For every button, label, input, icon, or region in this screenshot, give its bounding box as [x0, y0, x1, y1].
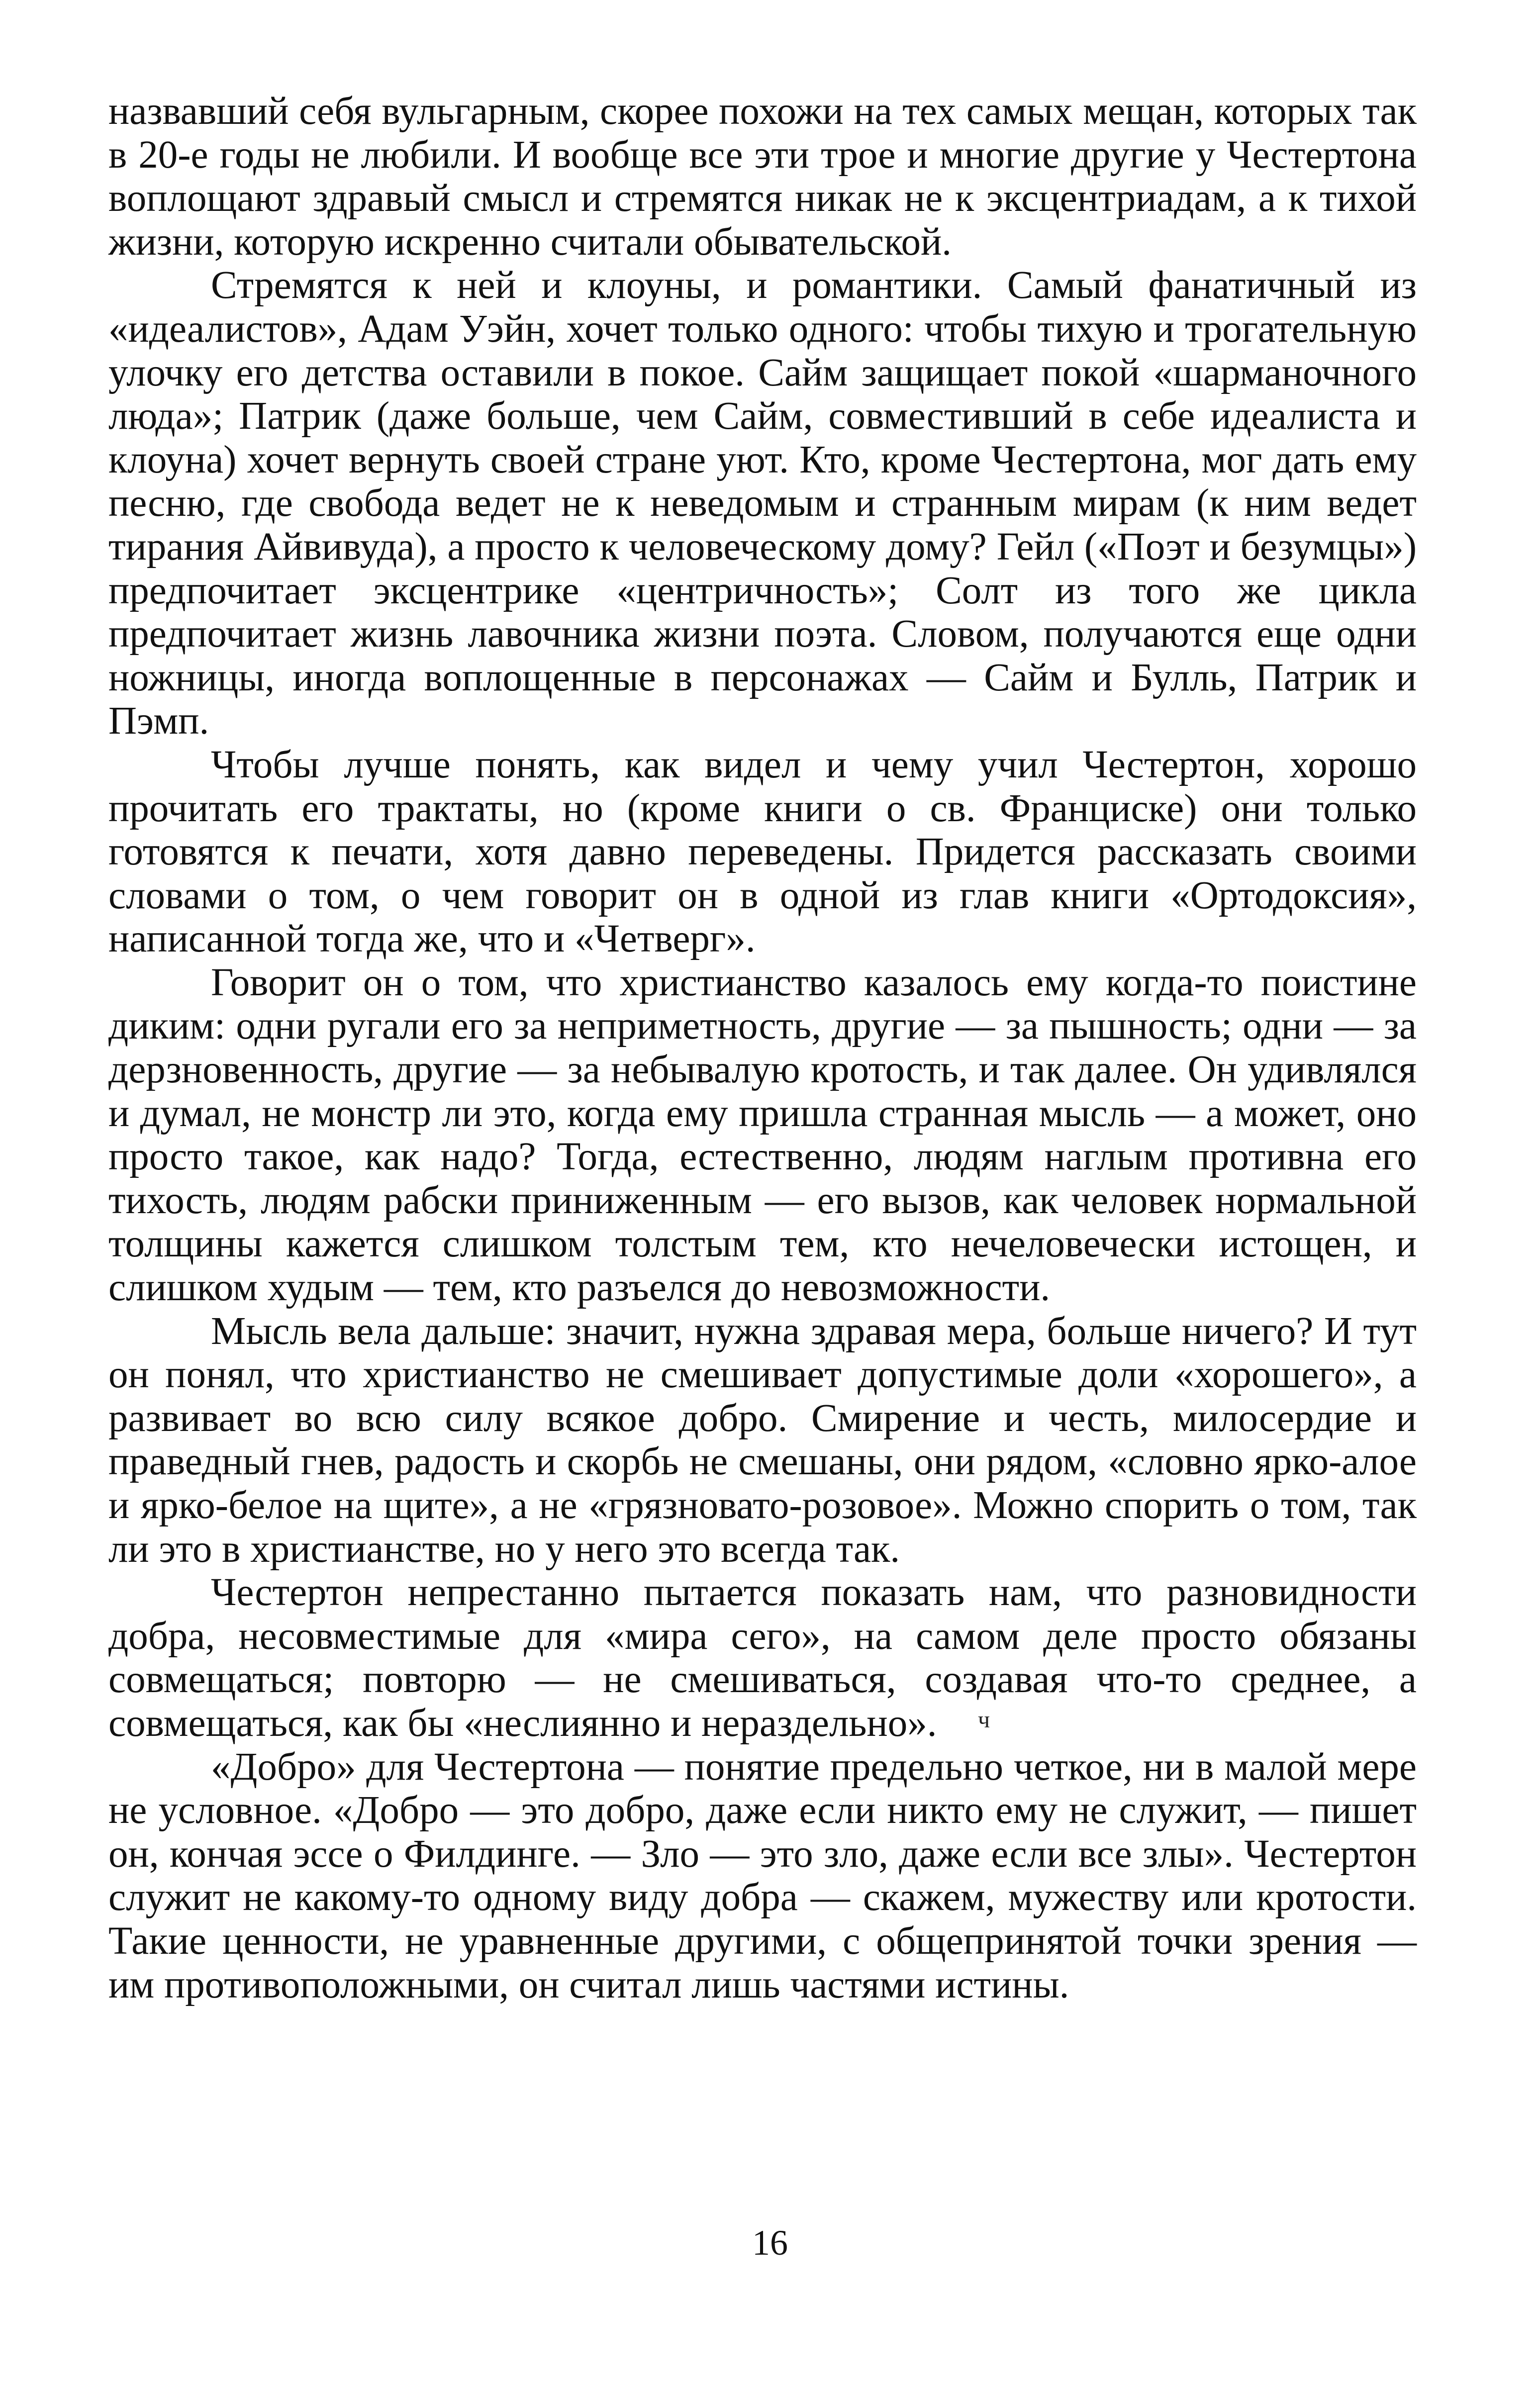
paragraph-6: Честертон непрестанно пытается показать нам, что разновидности добра, несовместимые для «мира сего», на самом деле просто обязаны совмещаться; повторю — не смешиваться, создавая что-то среднее, а совмещаться, как бы «неслиянно и нераздельно». [108, 1571, 1417, 1745]
paragraph-4: Говорит он о том, что христианство казалось ему когда-то поистине диким: одни ругали его за неприметность, другие — за пышность; одни — за дерзновенность, другие — за небывалую кротость, и так далее. Он удивлялся и думал, не монстр ли это, когда ему пришла странная мысль — а может, оно просто такое, как надо? Тогда, естественно, людям наглым противна его тихость, людям рабски приниженным — его вызов, как человек нормальной толщины кажется слишком толстым тем, кто нечеловечески истощен, и слишком худым — тем, кто разъелся до невозможности. [108, 960, 1417, 1310]
paragraph-3: Чтобы лучше понять, как видел и чему учил Честертон, хорошо прочитать его трактаты, но (кроме книги о св. Франциске) они только готовятся к печати, хотя давно переведены. Придется рассказать своими словами о том, о чем говорит он в одной из глав книги «Ортодоксия», написанной тогда же, что и «Четверг». [108, 743, 1417, 961]
stray-ink-mark: ч [978, 1707, 990, 1733]
page-number: 16 [752, 2223, 788, 2263]
paragraph-2: Стремятся к ней и клоуны, и романтики. Самый фанатичный из «идеалистов», Адам Уэйн, хочет только одного: чтобы тихую и трогательную улочку его детства оставили в покое. Сайм защищает покой «шарманочного люда»; Патрик (даже больше, чем Сайм, совместивший в себе идеалиста и клоуна) хочет вернуть своей стране уют. Кто, кроме Честертона, мог дать ему песню, где свобода ведет не к неведомым и странным мирам (к ним ведет тирания Айвивуда), а просто к человеческому дому? Гейл («Поэт и безумцы») предпочитает эксцентрике «центричность»; Солт из того же цикла предпочитает жизнь лавочника жизни поэта. Словом, получаются еще одни ножницы, иногда воплощенные в персонажах — Сайм и Булль, Патрик и Пэмп. [108, 264, 1417, 743]
paragraph-7: «Добро» для Честертона — понятие предельно четкое, ни в малой мере не условное. «Добро — это добро, даже если никто ему не служит, — пишет он, кончая эссе о Филдинге. — Зло — это зло, даже если все злы». Честертон служит не какому-то одному виду добра — скажем, мужеству или кротости. Такие ценности, не уравненные другими, с общепринятой точки зрения — им противоположными, он считал лишь частями истины. [108, 1745, 1417, 2006]
paragraph-1: назвавший себя вульгарным, скорее похожи на тех самых мещан, которых так в 20-е годы не любили. И вообще все эти трое и многие другие у Честертона воплощают здравый смысл и стремятся никак не к эксцентриадам, а к тихой жизни, которую искренно считали обывательской. [108, 90, 1417, 264]
paragraph-5: Мысль вела дальше: значит, нужна здравая мера, больше ничего? И тут он понял, что христианство не смешивает допустимые доли «хорошего», а развивает во всю силу всякое добро. Смирение и честь, милосердие и праведный гнев, радость и скорбь не смешаны, они рядом, «словно ярко-алое и ярко-белое на щите», а не «грязновато-розовое». Можно спорить о том, так ли это в христианстве, но у него это всегда так. [108, 1309, 1417, 1571]
body-text [108, 90, 1417, 2006]
